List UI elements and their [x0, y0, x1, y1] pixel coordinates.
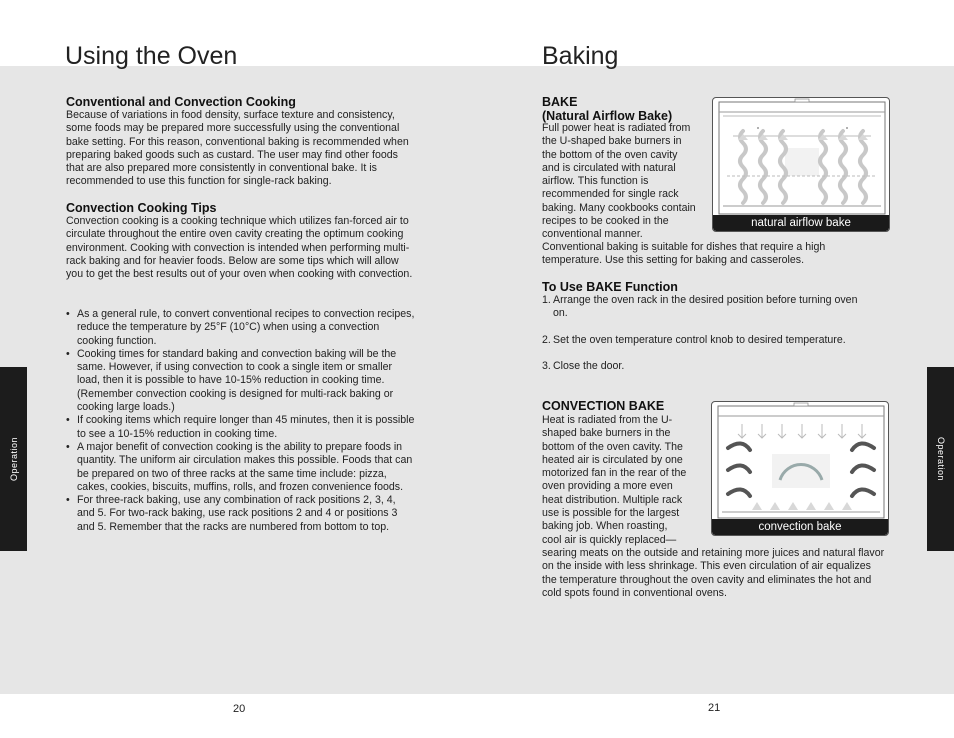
text-line: baking job. When roasting, [542, 520, 668, 533]
list-item: • As a general rule, to convert conventional recipes to convection recipes, reduce the temperature by 25°F (10°C) when using a convection cooking function. [66, 308, 416, 348]
text-line: Full power heat is radiated from [542, 122, 691, 134]
text-line: the U-shaped bake burners in [542, 135, 682, 148]
side-tab-label: Operation [8, 436, 19, 482]
list-item [542, 294, 872, 321]
tips-bullet-list [66, 308, 416, 534]
text-line: oven providing a more even [542, 480, 673, 493]
side-tab-right [927, 367, 954, 551]
oven-cavity-illustration [713, 98, 890, 232]
text-line: shaped bake burners in the [542, 427, 671, 440]
page-title-left: Using the Oven [65, 42, 238, 70]
diagram-caption-convection: convection bake [712, 519, 888, 535]
bake-heading [542, 95, 672, 123]
natural-airflow-diagram [712, 97, 890, 232]
list-item: • For three-rack baking, use any combination of rack positions 2, 3, 4, and 5. For two-rack baking, use rack positions 2 and 4 or positions 3 and 5. Remember that the racks are numbered from bottom to top. [66, 494, 416, 534]
section-body-convection-tips: Convection cooking is a cooking technique which utilizes fan-forced air to circulate throughout the entire oven cavity creating the optimum cooking environment. Cooking with convection is intended when performing multi-rack baking and for heavier foods. Below are some tips which will allow you to get the best results out of your oven when cooking with convection. [66, 215, 413, 281]
section-heading-conventional: Conventional and Convection Cooking [66, 95, 296, 109]
bake-heading-line1: BAKE [542, 95, 578, 109]
list-item: • Cooking times for standard baking and convection baking will be the same. However, if using convection to cook a single item or smaller load, then it is possible to have 10-15% reduction in cooking time. (Remember convection cooking is designed for multi-rack baking or cooking large loads.) [66, 348, 416, 414]
bake-body-narrow [542, 122, 712, 242]
step-number: 2. [542, 333, 551, 346]
step-text: Set the oven temperature control knob to desired temperature. [553, 333, 846, 346]
list-item [542, 334, 872, 347]
convection-bake-heading: CONVECTION BAKE [542, 399, 665, 413]
text-line: motorized fan in the rear of the [542, 467, 687, 480]
page-title-right: Baking [542, 42, 619, 70]
text-line: bottom of the oven cavity. The [542, 440, 683, 453]
step-text: Arrange the oven rack in the desired position before turning oven on. [553, 294, 858, 320]
text-line: heat distribution. Multiple rack [542, 493, 683, 506]
section-heading-convection-tips: Convection Cooking Tips [66, 201, 217, 215]
section-body-conventional: Because of variations in food density, surface texture and consistency, some foods may be prepared more successfully using the conventional bake setting. For this reason, conventional baking is recommended when preparing baked goods such as custard. The user may find other foods that are also prepared more consistently in conventional bake. It is recommended to use this function for single-rack baking. [66, 109, 409, 188]
convection-body-wide: searing meats on the outside and retaining more juices and natural flavor on the inside with less shrinkage. This even circulation of air equalizes the temperature throughout the oven cavity and eliminates the hot and cold spots found in conventional ovens. [542, 547, 885, 599]
side-tab-label: Operation [935, 436, 946, 482]
page-number-left: 20 [233, 703, 246, 715]
convection-body-narrow [542, 414, 707, 547]
text-line: airflow. This function is [542, 175, 649, 188]
bake-steps-list [542, 294, 872, 386]
text-line: conventional manner. [542, 228, 643, 241]
text-line: heated air is circulated by one [542, 453, 683, 466]
text-line: Heat is radiated from the U- [542, 414, 673, 426]
convection-bake-diagram [711, 401, 889, 536]
step-number: 3. [542, 359, 551, 372]
text-line: recipes to be cooked in the [542, 215, 669, 228]
list-item: • If cooking items which require longer than 45 minutes, then it is possible to see a 10-15% reduction in cooking time. [66, 414, 416, 441]
text-line: baking. Many cookbooks contain [542, 201, 696, 214]
text-line: recommended for single rack [542, 188, 679, 201]
bake-heading-line2: (Natural Airflow Bake) [542, 109, 673, 123]
text-line: cool air is quickly replaced— [542, 533, 677, 546]
side-tab-left [0, 367, 27, 551]
bake-body-wide: Conventional baking is suitable for dishes that require a high temperature. Use this setting for baking and casseroles. [542, 241, 826, 267]
diagram-caption-natural: natural airflow bake [713, 215, 889, 231]
oven-cavity-illustration [712, 402, 889, 536]
page-number-right: 21 [708, 702, 721, 714]
text-line: the bottom of the oven cavity [542, 148, 678, 161]
to-use-bake-heading: To Use BAKE Function [542, 280, 678, 294]
step-number: 1. [542, 294, 551, 306]
list-item: • A major benefit of convection cooking is the ability to prepare foods in quantity. The uniform air circulation makes this possible. Foods that can be prepared on two of three racks at the same time include: pizza, cakes, cookies, biscuits, muffins, rolls, and frozen convenience foods. [66, 441, 416, 494]
step-text: Close the door. [553, 359, 625, 372]
text-line: use is possible for the largest [542, 507, 680, 520]
list-item [542, 360, 872, 373]
text-line: and is circulated with natural [542, 161, 676, 174]
